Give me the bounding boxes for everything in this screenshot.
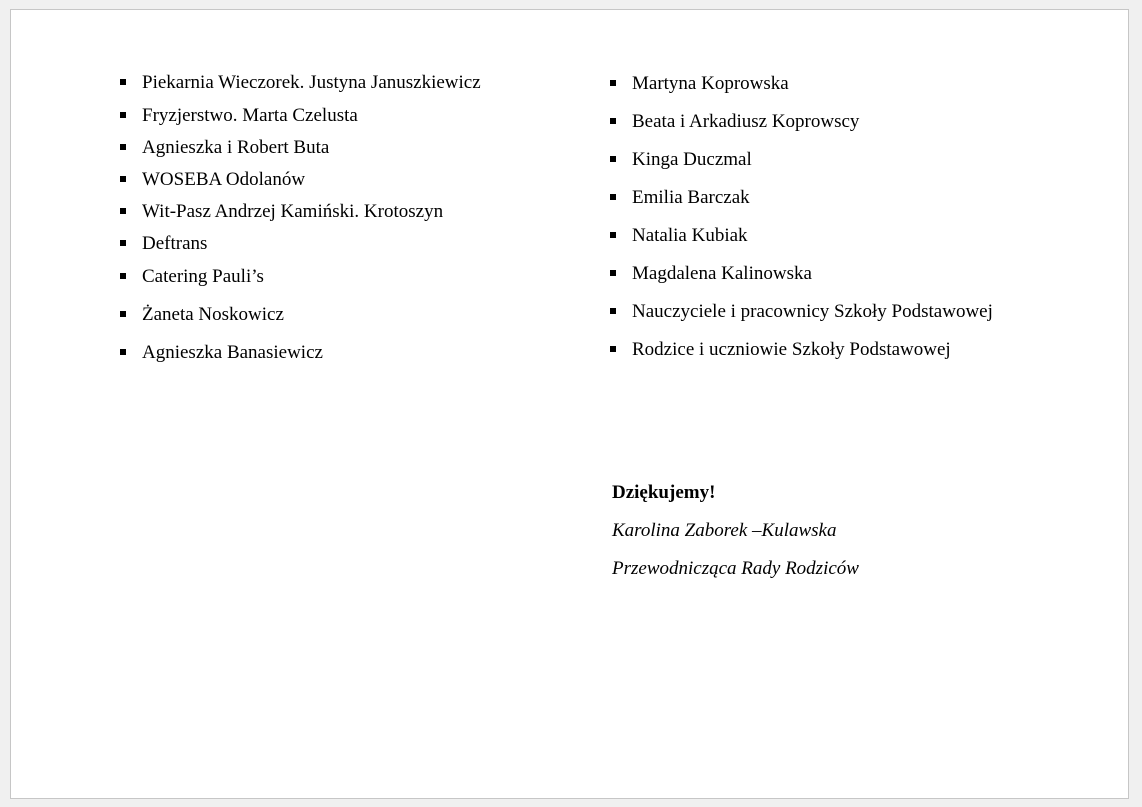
- list-item: Nauczyciele i pracownicy Szkoły Podstawowej: [632, 301, 993, 323]
- square-bullet-icon: [610, 308, 616, 314]
- square-bullet-icon: [610, 80, 616, 86]
- square-bullet-icon: [120, 112, 126, 118]
- list-item: Agnieszka i Robert Buta: [142, 137, 329, 159]
- list-item: Agnieszka Banasiewicz: [142, 342, 323, 364]
- thanks-heading: Dziękujemy!: [612, 482, 716, 503]
- list-item: Fryzjerstwo. Marta Czelusta: [142, 105, 358, 127]
- square-bullet-icon: [610, 232, 616, 238]
- document-page: [10, 9, 1129, 799]
- list-item: Beata i Arkadiusz Koprowscy: [632, 111, 859, 133]
- square-bullet-icon: [120, 240, 126, 246]
- list-item: Martyna Koprowska: [632, 73, 789, 95]
- square-bullet-icon: [610, 118, 616, 124]
- square-bullet-icon: [120, 208, 126, 214]
- list-item: Żaneta Noskowicz: [142, 304, 284, 326]
- list-item: Natalia Kubiak: [632, 225, 748, 247]
- square-bullet-icon: [120, 311, 126, 317]
- square-bullet-icon: [120, 79, 126, 85]
- square-bullet-icon: [120, 176, 126, 182]
- square-bullet-icon: [120, 273, 126, 279]
- list-item: Piekarnia Wieczorek. Justyna Januszkiewicz: [142, 72, 481, 94]
- list-item: Wit-Pasz Andrzej Kamiński. Krotoszyn: [142, 201, 443, 223]
- list-item: Rodzice i uczniowie Szkoły Podstawowej: [632, 339, 951, 361]
- list-item: Magdalena Kalinowska: [632, 263, 812, 285]
- list-item: Deftrans: [142, 233, 207, 255]
- signature-role: Przewodnicząca Rady Rodziców: [612, 558, 859, 579]
- list-item: Catering Pauli’s: [142, 266, 264, 288]
- list-item: Emilia Barczak: [632, 187, 750, 209]
- list-item: WOSEBA Odolanów: [142, 169, 305, 191]
- square-bullet-icon: [610, 270, 616, 276]
- square-bullet-icon: [610, 194, 616, 200]
- square-bullet-icon: [120, 144, 126, 150]
- signature-name: Karolina Zaborek –Kulawska: [612, 520, 837, 541]
- square-bullet-icon: [120, 349, 126, 355]
- square-bullet-icon: [610, 346, 616, 352]
- list-item: Kinga Duczmal: [632, 149, 752, 171]
- square-bullet-icon: [610, 156, 616, 162]
